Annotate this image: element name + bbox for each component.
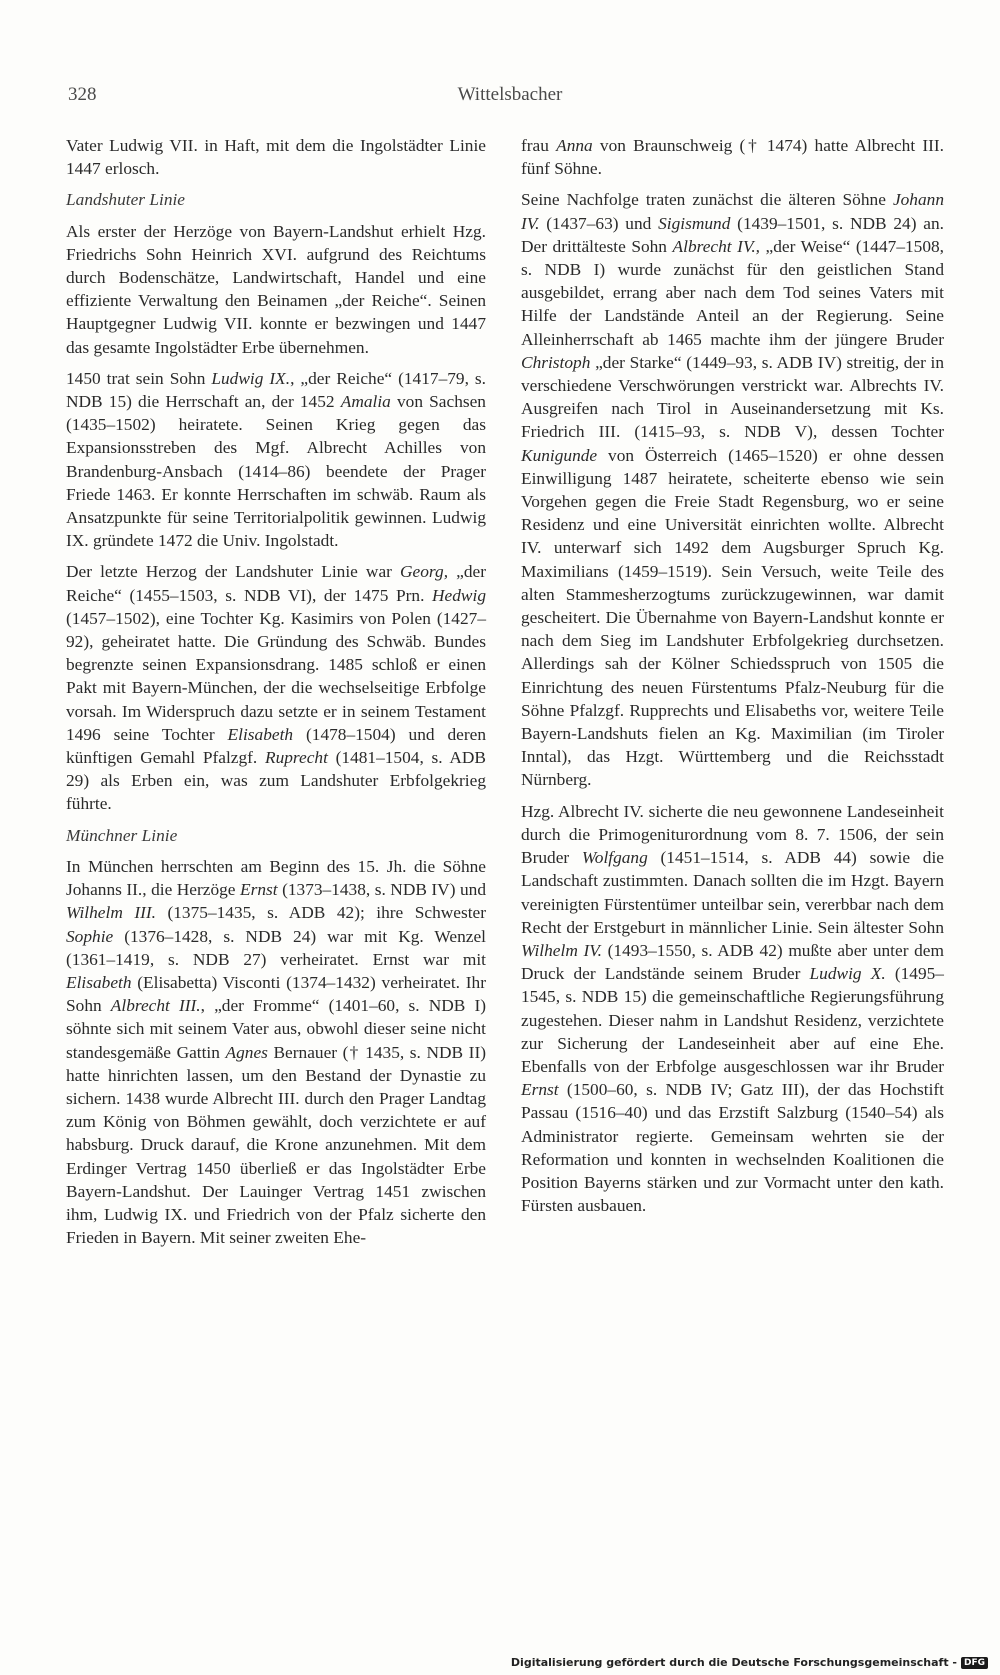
paragraph: In München herrschten am Beginn des 15. Jh. die Söhne Johanns II., die Herzöge Ernst (1373–1438, s. NDB IV) und Wilhelm III. (1375–1435, s. ADB 42); ihre Schwester Sophie (1376–1428, s. NDB 24) war mit Kg. Wenzel (1361–1419, s. NDB 27) verheiratet. Ernst war mit Elisabeth (Elisabetta) Visconti (1374–1432) verheiratet. Ihr Sohn Albrecht III., „der Fromme“ (1401–60, s. NDB I) söhnte sich mit seinem Vater aus, obwohl dieser seine nicht standesgemäße Gattin Agnes Bernauer († 1435, s. NDB II) hatte hinrichten lassen, um den Bestand der Dynastie zu sichern. 1438 wurde Albrecht III. durch den Prager Landtag zum König von Böhmen gewählt, doch verzichtete er auf habsburg. Druck darauf, die Krone anzunehmen. Mit dem Erdinger Vertrag 1450 überließ er das Ingolstädter Erbe Bayern-Landshut. Der Lauinger Vertrag 1451 zwischen ihm, Ludwig IX. und Friedrich von der Pfalz sicherte den Frieden in Bayern. Mit seiner zweiten Ehe- [66, 856, 487, 1248]
right-column [521, 134, 944, 1225]
section-heading-landshut: Landshuter Linie [66, 190, 186, 210]
left-column [66, 134, 486, 1257]
footer-text: Digitalisierung gefördert durch die Deutsche Forschungsgemeinschaft - [510, 1656, 957, 1669]
dfg-logo: DFG [961, 1657, 988, 1669]
page-number: 328 [68, 84, 97, 105]
paragraph: Als erster der Herzöge von Bayern-Landshut erhielt Hzg. Friedrichs Sohn Heinrich XVI. aufgrund des Reichtums durch Bodenschätze, Landwirtschaft, Handel und eine effiziente Verwaltung den Beinamen „der Reiche“. Seinen Hauptgegner Ludwig VII. konnte er bezwingen und 1447 das gesamte Ingolstädter Erbe übernehmen. [66, 221, 486, 357]
page-header [66, 84, 934, 114]
paragraph: Der letzte Herzog der Landshuter Linie war Georg, „der Reiche“ (1455–1503, s. NDB VI), der 1475 Prn. Hedwig (1457–1502), eine Tochter Kg. Kasimirs von Polen (1427–92), geheiratet hatte. Die Gründung des Schwäb. Bundes begrenzte seinen Expansionsdrang. 1485 schloß er einen Pakt mit Bayern-München, der die wechselseitige Erbfolge vorsah. Im Widerspruch dazu setzte er in seinem Testament 1496 seine Tochter Elisabeth (1478–1504) und deren künftigen Gemahl Pfalzgf. Ruprecht (1481–1504, s. ADB 29) als Erben ein, was zum Landshuter Erbfolgekrieg führte. [66, 562, 486, 814]
digitization-footer [511, 1656, 988, 1669]
paragraph: 1450 trat sein Sohn Ludwig IX., „der Reiche“ (1417–79, s. NDB 15) die Herrschaft an, der 1452 Amalia von Sachsen (1435–1502) heiratete. Seinen Krieg gegen das Expansionsstreben des Mgf. Albrecht Achilles von Brandenburg-Ansbach (1414–86) beendete der Prager Friede 1463. Er konnte Herrschaften im schwäb. Raum als Ansatzpunkte für seine Territorialpolitik gewinnen. Ludwig IX. gründete 1472 die Univ. Ingolstadt. [66, 368, 486, 551]
paragraph: Vater Ludwig VII. in Haft, mit dem die Ingolstädter Linie 1447 erlosch. [66, 136, 486, 179]
paragraph: Seine Nachfolge traten zunächst die älteren Söhne Johann IV. (1437–63) und Sigismund (1439–1501, s. NDB 24) an. Der drittälteste Sohn Albrecht IV., „der Weise“ (1447–1508, s. NDB I) wurde zunächst für den geistlichen Stand ausgebildet, errang aber nach dem Tod seines Vaters mit Hilfe der Landstände Anteil an der Regierung. Seine Alleinherrschaft ab 1465 machte ihm der jüngere Bruder Christoph „der Starke“ (1449–93, s. ADB IV) streitig, der in verschiedene Verschwörungen verstrickt war. Albrechts IV. Ausgreifen nach Tirol in Auseinandersetzung mit Ks. Friedrich III. (1415–93, s. NDB V), dessen Tochter Kunigunde von Österreich (1465–1520) er ohne dessen Einwilligung 1487 heiratete, scheiterte ebenso wie sein Vorgehen gegen die Freie Stadt Regensburg, wo er seine Residenz und eine Universität einrichten wollte. Albrecht IV. unterwarf sich 1492 dem Augsburger Spruch Kg. Maximilians (1459–1519). Sein Versuch, weite Teile des alten Stammesherzogtums zurückzugewinnen, war damit gescheitert. Die Übernahme von Bayern-Landshut konnte er nach dem Sieg im Landshuter Erbfolgekrieg durchsetzen. Allerdings sah der Kölner Schiedsspruch von 1505 die Einrichtung des neuen Fürstentums Pfalz-Neuburg für die Söhne Pfalzgf. Rupprechts und Elisabeths vor, weitere Teile Bayern-Landshuts fielen an Kg. Maximilian (im Tiroler Inntal), das Hzgt. Württemberg und die Reichsstadt Nürnberg. [521, 190, 945, 790]
paragraph: Hzg. Albrecht IV. sicherte die neu gewonnene Landeseinheit durch die Primogeniturordnung vom 8. 7. 1506, der sein Bruder Wolfgang (1451–1514, s. ADB 44) sowie die Landschaft zustimmten. Danach sollten die im Hzgt. Bayern vereinigten Fürstentümer unteilbar sein, vererbbar nach dem Recht der Erstgeburt in männlicher Linie. Sein ältester Sohn Wilhelm IV. (1493–1550, s. ADB 42) mußte aber unter dem Druck der Landstände seinem Bruder Ludwig X. (1495–1545, s. NDB 15) die gemeinschaftliche Regierungsführung zugestehen. Dieser nahm in Landshut Residenz, verzichtete zur Sicherung der Landeseinheit aber auf eine Ehe. Ebenfalls von der Erbfolge ausgeschlossen war ihr Bruder Ernst (1500–60, s. NDB IV; Gatz III), der das Hochstift Passau (1516–40) und das Erzstift Salzburg (1540–54) als Administrator regierte. Gemeinsam wehrten sie der Reformation und konnten in wechselnden Koalitionen die Position Bayerns stärken und zur Vormacht unter den kath. Fürsten ausbauen. [521, 801, 944, 1216]
paragraph: frau Anna von Braunschweig († 1474) hatte Albrecht III. fünf Söhne. [521, 136, 944, 179]
section-heading-muenchen: Münchner Linie [66, 825, 178, 845]
running-title: Wittelsbacher [457, 84, 563, 105]
